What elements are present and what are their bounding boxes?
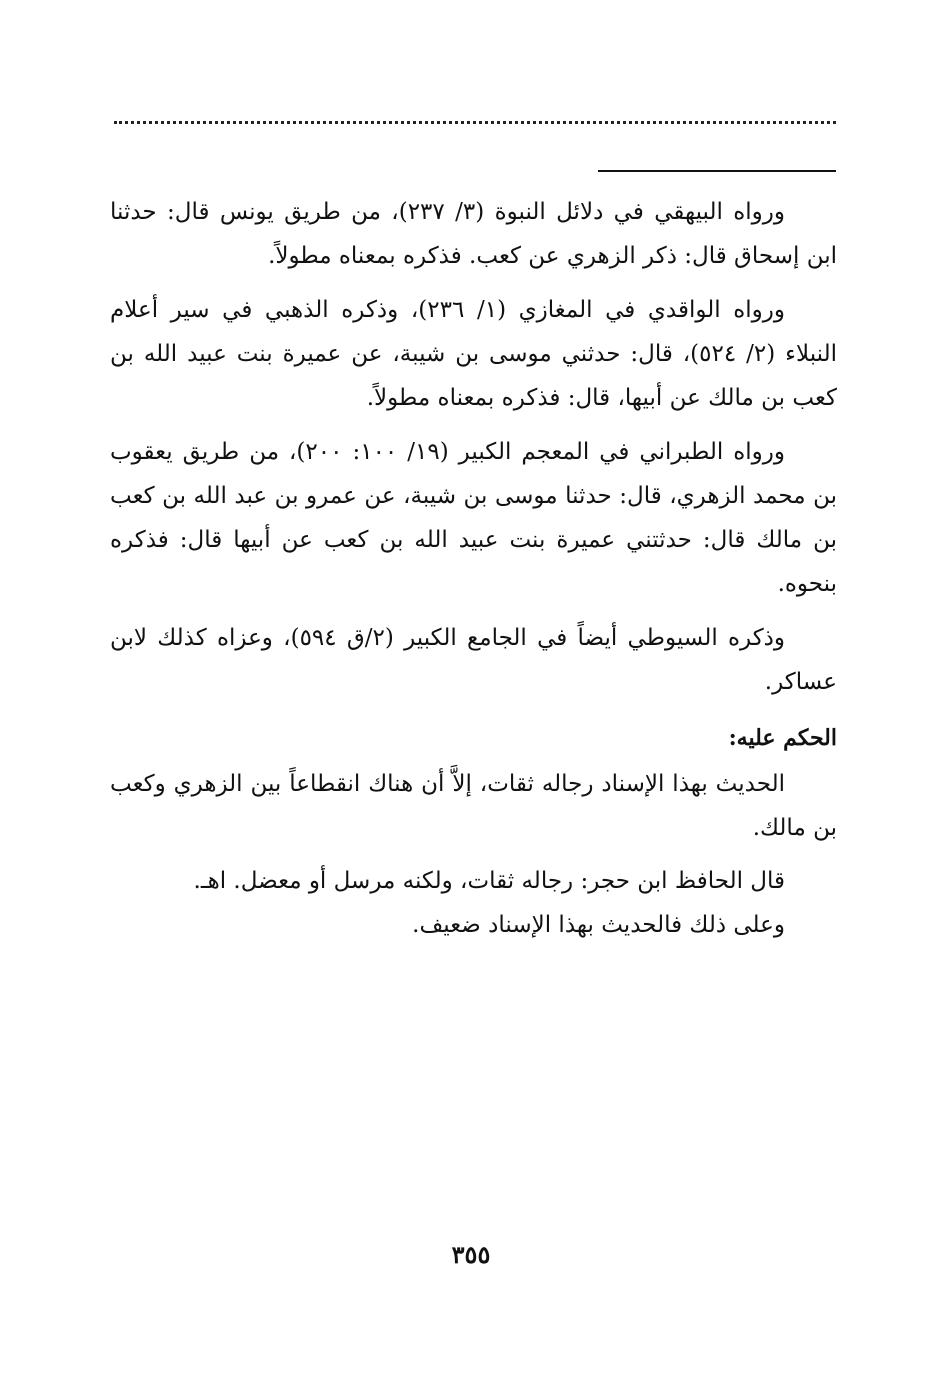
page-number: ٣٥٥: [451, 1240, 491, 1269]
ruling-paragraph: الحديث بهذا الإسناد رجاله ثقات، إلاَّ أن هناك انقطاعاً بين الزهري وكعب بن مالك.: [110, 771, 837, 841]
dotted-separator: [114, 121, 836, 124]
footnote-paragraph-1: ورواه البيهقي في دلائل النبوة (٣/ ٢٣٧)، من طريق يونس قال: حدثنا ابن إسحاق قال: ذكر الزهري عن كعب. فذكره بمعناه مطولاً.: [110, 199, 837, 269]
footnote-rule: [598, 170, 836, 172]
footnote-paragraph-4: وذكره السيوطي أيضاً في الجامع الكبير (٢/ق ٥٩٤)، وعزاه كذلك لابن عساكر.: [110, 625, 837, 695]
hafiz-quote: قال الحافظ ابن حجر: رجاله ثقات، ولكنه مرسل أو معضل. اهـ.: [193, 868, 785, 894]
footnote-paragraph-3: ورواه الطبراني في المعجم الكبير (١٩/ ١٠٠: ٢٠٠)، من طريق يعقوب بن محمد الزهري، قال: حدثنا موسى بن شيبة، عن عمرو بن عبد الله بن كعب بن مالك قال: حدثتني عميرة بنت عبيد الله بن كعب عن أبيها قال: فذكره بنحوه.: [110, 439, 837, 597]
footnote-paragraph-2: ورواه الواقدي في المغازي (١/ ٢٣٦)، وذكره الذهبي في سير أعلام النبلاء (٢/ ٥٢٤)، قال: حدثني موسى بن شيبة، عن عميرة بنت عبيد الله بن كعب بن مالك عن أبيها، قال: فذكره بمعناه مطولاً.: [110, 297, 837, 411]
ruling-conclusion: وعلى ذلك فالحديث بهذا الإسناد ضعيف.: [412, 912, 785, 938]
ruling-heading: الحكم عليه:: [728, 725, 837, 751]
page-body: [110, 190, 837, 946]
